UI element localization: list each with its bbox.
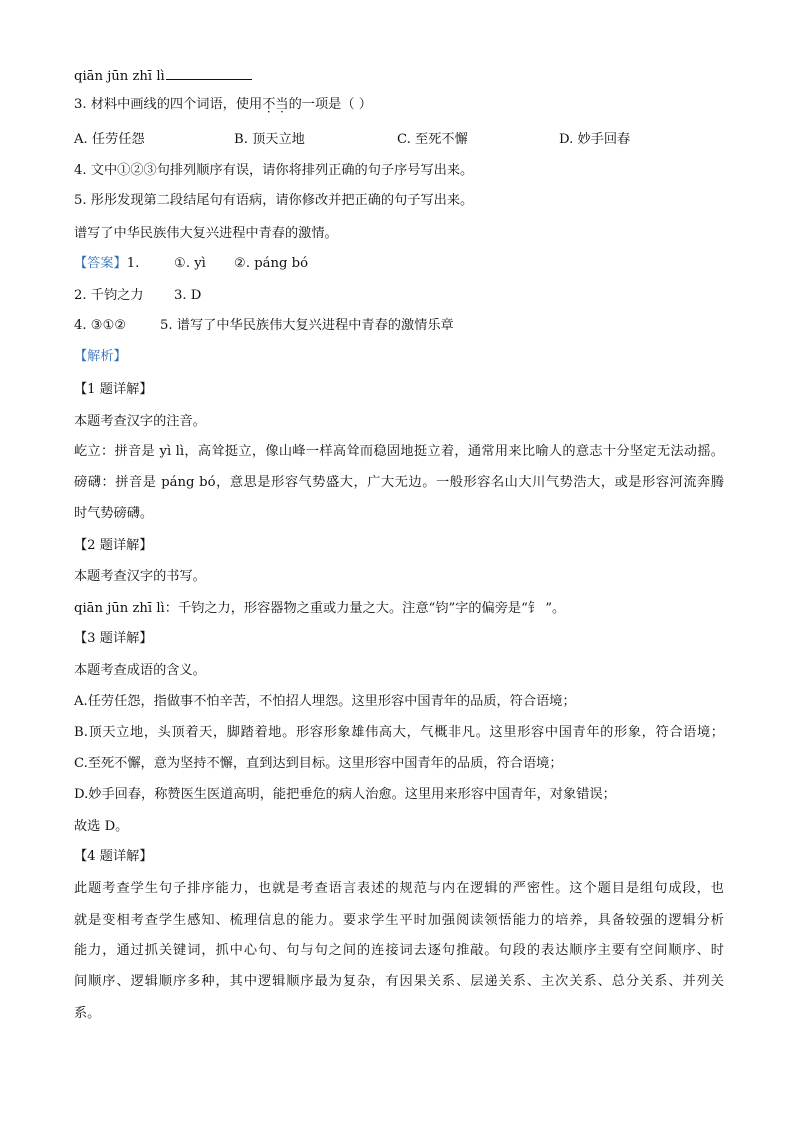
- paragraph: [74, 443, 724, 461]
- paragraph: 本题考查成语的含义。: [74, 663, 206, 678]
- question-4: 4. 文中①②③句排列顺序有误，请你将排列正确的句子序号写出来。: [74, 163, 474, 178]
- paragraph: [74, 942, 724, 960]
- answer-label: 【答案】: [74, 256, 127, 271]
- paragraph-text: B.顶天立地，头顶着天，脚踏着地。形容形象雄伟高大，气概非凡。这里形容中国青年的形象，符合语境；: [74, 725, 724, 740]
- paragraph-text: 就是变相考查学生感知、梳理信息的能力。要求学生平时加强阅读领悟能力的培养，具备较强的逻辑分析: [74, 913, 724, 928]
- paragraph: [74, 912, 724, 930]
- paragraph-text: 磅礴：拼音是 páng bó，意思是形容气势盛大，广大无边。一般形容名山大川气势浩大，或是形容河流奔腾: [74, 475, 724, 490]
- paragraph-text: 能力，通过抓关键词，抓中心句、句与句之间的连接词去逐句推敲。句段的表达顺序主要有空间顺序、时: [74, 943, 724, 958]
- answer-pinyin-2: ②. páng bó: [234, 256, 309, 271]
- pinyin-line: [74, 66, 252, 86]
- answer-4: 4. ③①②: [74, 318, 127, 333]
- answer-3: 3. D: [174, 288, 202, 303]
- paragraph: [74, 724, 724, 742]
- paragraph-text: 屹立：拼音是 yì lì，高耸挺立，像山峰一样高耸而稳固地挺立着，通常用来比喻人的意志十分坚定无法动摇。: [74, 444, 724, 459]
- answer-2: 2. 千钧之力: [74, 288, 144, 303]
- answer-number: 1.: [126, 256, 140, 271]
- answer-blank: [166, 66, 252, 80]
- question-3: [74, 96, 372, 114]
- paragraph: [74, 880, 724, 898]
- option-c: C. 至死不懈: [397, 132, 468, 147]
- paragraph: C.至死不懈，意为坚持不懈，直到达到目标。这里形容中国青年的品质，符合语境；: [74, 756, 563, 771]
- analysis-label: 【解析】: [74, 349, 127, 364]
- option-b: B. 顶天立地: [234, 132, 305, 147]
- paragraph: 本题考查汉字的书写。: [74, 569, 206, 584]
- paragraph: 时气势磅礴。: [74, 506, 154, 521]
- paragraph-text: 间顺序、逻辑顺序多种，其中逻辑顺序最为复杂，有因果关系、层递关系、主次关系、总分关系、并列关: [74, 974, 724, 989]
- answer-line: [74, 255, 309, 273]
- section-heading-1: 【1 题详解】: [74, 382, 153, 397]
- paragraph: [74, 474, 724, 492]
- paragraph: D.妙手回春，称赞医生医道高明，能把垂危的病人治愈。这里用来形容中国青年，对象错误；: [74, 787, 616, 802]
- answer-5: 5. 谱写了中华民族伟大复兴进程中青春的激情乐章: [160, 318, 454, 333]
- question-3-text: 3. 材料中画线的四个词语，使用: [74, 97, 263, 112]
- paragraph: qiān jūn zhī lì：千钧之力，形容器物之重或力量之大。注意“钧”字的偏旁是“钅 ”。: [74, 601, 566, 616]
- emphasis-char: 当: [275, 97, 289, 112]
- paragraph: A.任劳任怨，指做事不怕辛苦，不怕招人埋怨。这里形容中国青年的品质，符合语境；: [74, 694, 576, 709]
- emphasis-char: 不: [262, 97, 276, 112]
- option-a: A. 任劳任怨: [74, 132, 145, 147]
- material-sentence: 谱写了中华民族伟大复兴进程中青春的激情。: [74, 226, 338, 241]
- section-heading-4: 【4 题详解】: [74, 849, 153, 864]
- paragraph-text: 此题考查学生句子排序能力，也就是考查语言表述的规范与内在逻辑的严密性。这个题目是组句成段，也: [74, 881, 724, 896]
- paragraph: 系。: [74, 1006, 101, 1021]
- section-heading-2: 【2 题详解】: [74, 538, 153, 553]
- paragraph: 故选 D。: [74, 819, 129, 834]
- paragraph: [74, 973, 724, 991]
- paragraph: 本题考查汉字的注音。: [74, 414, 206, 429]
- answer-line-3: [74, 317, 574, 335]
- question-3-tail: 的一项是（ ）: [288, 97, 372, 112]
- pinyin-text: qiān jūn zhī lì: [74, 69, 165, 84]
- answer-pinyin-1: ①. yì: [174, 256, 206, 271]
- question-5: 5. 彤彤发现第二段结尾句有语病，请你修改并把正确的句子写出来。: [74, 193, 474, 208]
- option-d: D. 妙手回春: [559, 132, 631, 147]
- answer-line-2: [74, 287, 374, 305]
- section-heading-3: 【3 题详解】: [74, 631, 153, 646]
